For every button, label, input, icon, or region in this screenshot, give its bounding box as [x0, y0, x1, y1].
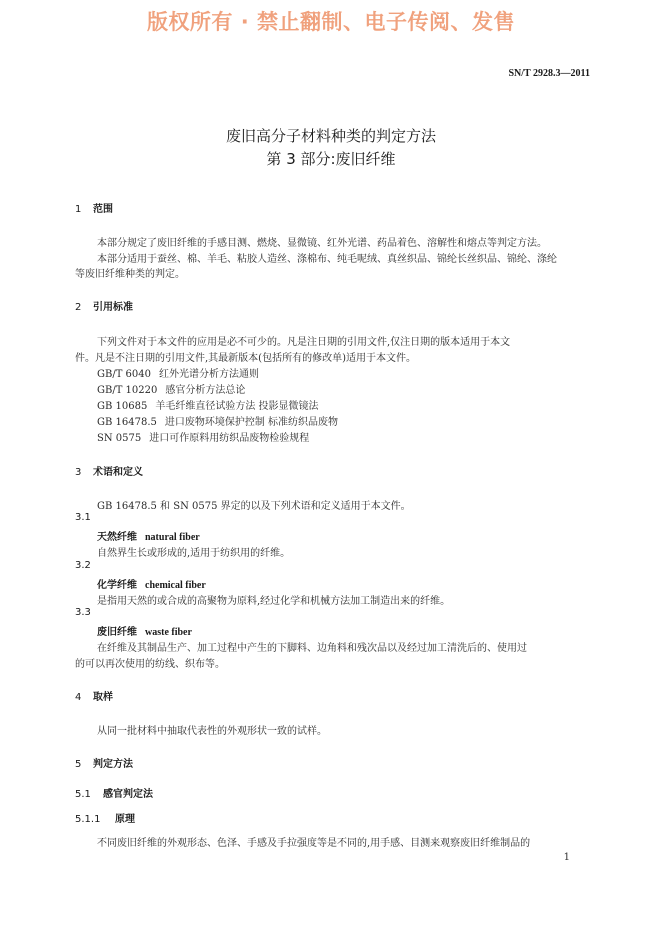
section-heading-sampling [75, 688, 113, 703]
section-heading-methods [75, 755, 133, 770]
document-title: 废旧高分子材料种类的判定方法 [225, 127, 436, 145]
subsubsection-title: 原理 [115, 814, 135, 825]
term-definition: 自然界生长或形成的,适用于纺织用的纤维。 [97, 548, 291, 559]
subsubsection-number: 5.1.1 [75, 814, 101, 825]
reference-title: 进口可作原料用纺织品废物检验规程 [149, 433, 310, 444]
reference-title: 红外光谱分析方法通则 [159, 369, 260, 380]
paragraph: 从同一批材料中抽取代表性的外观形状一致的试样。 [97, 726, 327, 737]
reference-title: 感官分析方法总论 [165, 385, 246, 396]
paragraph-continuation: 等废旧纤维种类的判定。 [75, 269, 185, 280]
subsection-title: 感官判定法 [103, 789, 153, 800]
term-definition-continuation: 的可以再次使用的纺线、织布等。 [75, 659, 225, 670]
reference-item [97, 381, 245, 396]
paragraph-continuation: 件。凡是不注日期的引用文件,其最新版本(包括所有的修改单)适用于本文件。 [75, 353, 416, 364]
section-number: 3 [75, 467, 82, 478]
section-title: 引用标准 [93, 302, 133, 313]
document-subtitle: 第 3 部分:废旧纤维 [266, 150, 396, 168]
section-title: 范围 [93, 204, 113, 215]
term-number: 3.1 [75, 512, 91, 523]
term-definition: 是指用天然的或合成的高聚物为原料,经过化学和机械方法加工制造出来的纤维。 [97, 596, 451, 607]
reference-title: 羊毛纤维直径试验方法 投影显微镜法 [155, 401, 319, 412]
term-chinese: 废旧纤维 [97, 627, 137, 638]
reference-code: GB/T 6040 [97, 369, 152, 380]
term-heading [97, 576, 206, 591]
reference-item [97, 397, 319, 412]
subsubsection-heading [75, 810, 135, 825]
reference-item [97, 413, 338, 428]
page-number: 1 [563, 852, 570, 863]
term-chinese: 化学纤维 [97, 580, 137, 591]
subsection-number: 5.1 [75, 789, 91, 800]
section-heading-terms [75, 463, 143, 478]
section-number: 2 [75, 302, 82, 313]
section-title: 术语和定义 [93, 467, 143, 478]
section-heading-normative-references [75, 298, 133, 313]
term-english: chemical fiber [145, 580, 206, 591]
term-heading [97, 623, 192, 638]
paragraph: GB 16478.5 和 SN 0575 界定的以及下列术语和定义适用于本文件。 [97, 501, 411, 512]
section-heading-scope [75, 200, 113, 215]
standard-number: SN/T 2928.3—2011 [508, 68, 590, 79]
section-title: 取样 [93, 692, 113, 703]
section-number: 5 [75, 759, 82, 770]
term-english: waste fiber [145, 627, 192, 638]
term-number: 3.3 [75, 607, 91, 618]
paragraph: 不同废旧纤维的外观形态、色泽、手感及手拉强度等是不同的,用手感、目测来观察废旧纤维制品的 [97, 838, 531, 849]
reference-title: 进口废物环境保护控制 标准纺织品废物 [164, 417, 339, 428]
reference-item [97, 365, 259, 380]
term-chinese: 天然纤维 [97, 532, 137, 543]
term-heading [97, 528, 200, 543]
term-definition: 在纤维及其制品生产、加工过程中产生的下脚料、边角料和残次品以及经过加工清洗后的、使用过 [97, 643, 527, 654]
section-number: 1 [75, 204, 82, 215]
reference-code: GB 16478.5 [97, 417, 157, 428]
reference-code: SN 0575 [97, 433, 142, 444]
paragraph: 下列文件对于本文件的应用是必不可少的。凡是注日期的引用文件,仅注日期的版本适用于本文 [97, 337, 511, 348]
reference-code: GB/T 10220 [97, 385, 158, 396]
reference-code: GB 10685 [97, 401, 148, 412]
reference-item [97, 429, 309, 444]
copyright-watermark: 版权所有 · 禁止翻制、电子传阅、发售 [146, 10, 516, 34]
term-number: 3.2 [75, 560, 91, 571]
paragraph: 本部分适用于蚕丝、棉、羊毛、粘胶人造丝、涤棉布、纯毛呢绒、真丝织品、锦纶长丝织品、锦纶、涤纶 [97, 254, 557, 265]
section-number: 4 [75, 692, 82, 703]
section-title: 判定方法 [93, 759, 133, 770]
subsection-heading [75, 785, 153, 800]
term-english: natural fiber [145, 532, 200, 543]
paragraph: 本部分规定了废旧纤维的手感目测、燃烧、显微镜、红外光谱、药品着色、溶解性和熔点等判定方法。 [97, 238, 547, 249]
